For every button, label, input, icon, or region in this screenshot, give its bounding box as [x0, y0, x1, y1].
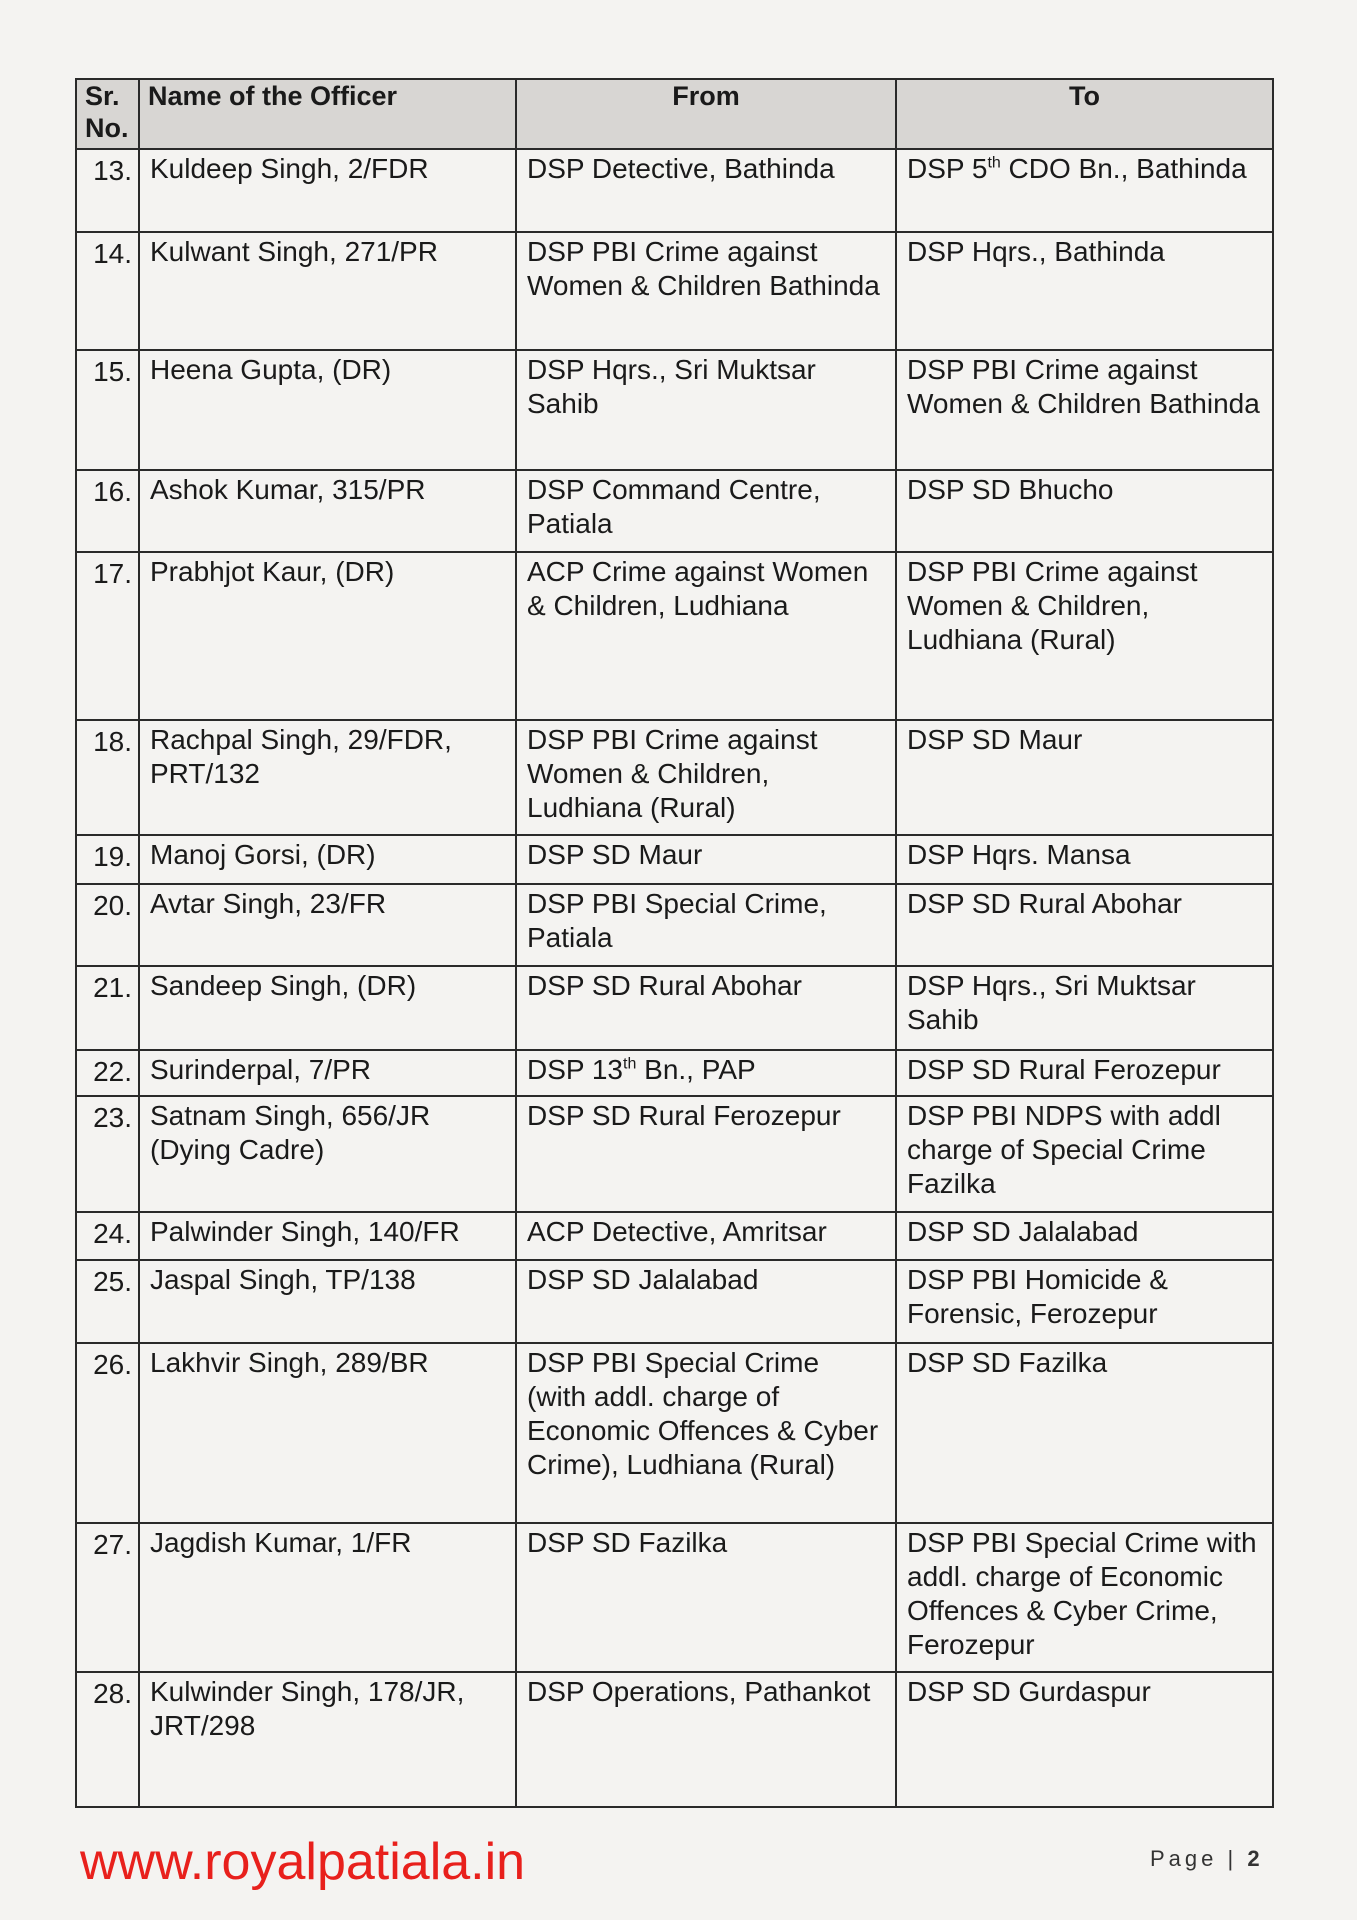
- cell-to: DSP Hqrs., Sri Muktsar Sahib: [896, 966, 1273, 1050]
- header-to: To: [896, 79, 1273, 149]
- cell-to: DSP Hqrs., Bathinda: [896, 232, 1273, 350]
- cell-from: DSP 13th Bn., PAP: [516, 1050, 896, 1096]
- cell-from: DSP SD Jalalabad: [516, 1260, 896, 1343]
- table-row: [76, 835, 1273, 884]
- cell-officer-name: Jaspal Singh, TP/138: [139, 1260, 516, 1343]
- cell-sr-no: 27.: [76, 1523, 139, 1672]
- cell-officer-name: Manoj Gorsi, (DR): [139, 835, 516, 884]
- cell-to: DSP 5th CDO Bn., Bathinda: [896, 149, 1273, 232]
- cell-sr-no: 23.: [76, 1096, 139, 1212]
- table-row: [76, 1343, 1273, 1523]
- table-row: [76, 1523, 1273, 1672]
- cell-from: DSP SD Maur: [516, 835, 896, 884]
- cell-to: DSP PBI NDPS with addl charge of Special Crime Fazilka: [896, 1096, 1273, 1212]
- table-row: [76, 470, 1273, 552]
- table-row: [76, 552, 1273, 720]
- cell-sr-no: 19.: [76, 835, 139, 884]
- cell-officer-name: Palwinder Singh, 140/FR: [139, 1212, 516, 1260]
- cell-sr-no: 24.: [76, 1212, 139, 1260]
- cell-from: DSP SD Rural Ferozepur: [516, 1096, 896, 1212]
- table-row: [76, 149, 1273, 232]
- cell-from: DSP PBI Special Crime (with addl. charge of Economic Offences & Cyber Crime), Ludhiana (Rural): [516, 1343, 896, 1523]
- cell-sr-no: 15.: [76, 350, 139, 470]
- cell-from: DSP PBI Crime against Women & Children Bathinda: [516, 232, 896, 350]
- cell-officer-name: Kuldeep Singh, 2/FDR: [139, 149, 516, 232]
- header-from: From: [516, 79, 896, 149]
- cell-to: DSP PBI Homicide & Forensic, Ferozepur: [896, 1260, 1273, 1343]
- cell-sr-no: 17.: [76, 552, 139, 720]
- cell-sr-no: 22.: [76, 1050, 139, 1096]
- cell-from: DSP Hqrs., Sri Muktsar Sahib: [516, 350, 896, 470]
- cell-to: DSP PBI Crime against Women & Children Bathinda: [896, 350, 1273, 470]
- table-row: [76, 232, 1273, 350]
- ordinal-suffix: th: [623, 1055, 637, 1073]
- cell-officer-name: Jagdish Kumar, 1/FR: [139, 1523, 516, 1672]
- cell-from: DSP Detective, Bathinda: [516, 149, 896, 232]
- cell-sr-no: 18.: [76, 720, 139, 835]
- cell-from: DSP Operations, Pathankot: [516, 1672, 896, 1807]
- watermark: www.royalpatiala.in: [80, 1833, 526, 1891]
- header-name: Name of the Officer: [139, 79, 516, 149]
- table-header-row: [76, 79, 1273, 149]
- cell-to: DSP SD Rural Abohar: [896, 884, 1273, 966]
- cell-to: DSP Hqrs. Mansa: [896, 835, 1273, 884]
- cell-to: DSP SD Fazilka: [896, 1343, 1273, 1523]
- cell-officer-name: Rachpal Singh, 29/FDR, PRT/132: [139, 720, 516, 835]
- page-number: 2: [1247, 1846, 1260, 1871]
- cell-officer-name: Sandeep Singh, (DR): [139, 966, 516, 1050]
- table-row: [76, 1672, 1273, 1807]
- table-row: [76, 966, 1273, 1050]
- table-row: [76, 1096, 1273, 1212]
- table-row: [76, 1050, 1273, 1096]
- cell-sr-no: 13.: [76, 149, 139, 232]
- header-sr-no: Sr. No.: [76, 79, 139, 149]
- cell-sr-no: 20.: [76, 884, 139, 966]
- cell-officer-name: Lakhvir Singh, 289/BR: [139, 1343, 516, 1523]
- cell-to: DSP PBI Crime against Women & Children, Ludhiana (Rural): [896, 552, 1273, 720]
- cell-officer-name: Ashok Kumar, 315/PR: [139, 470, 516, 552]
- cell-officer-name: Satnam Singh, 656/JR (Dying Cadre): [139, 1096, 516, 1212]
- cell-officer-name: Heena Gupta, (DR): [139, 350, 516, 470]
- cell-officer-name: Prabhjot Kaur, (DR): [139, 552, 516, 720]
- cell-officer-name: Avtar Singh, 23/FR: [139, 884, 516, 966]
- cell-from: ACP Crime against Women & Children, Ludhiana: [516, 552, 896, 720]
- cell-officer-name: Kulwinder Singh, 178/JR, JRT/298: [139, 1672, 516, 1807]
- table-row: [76, 1212, 1273, 1260]
- table-row: [76, 884, 1273, 966]
- cell-from: DSP PBI Special Crime, Patiala: [516, 884, 896, 966]
- cell-to: DSP SD Gurdaspur: [896, 1672, 1273, 1807]
- page-label: Page |: [1150, 1846, 1238, 1871]
- cell-to: DSP SD Maur: [896, 720, 1273, 835]
- cell-from: DSP PBI Crime against Women & Children, Ludhiana (Rural): [516, 720, 896, 835]
- table-row: [76, 1260, 1273, 1343]
- transfer-table: [75, 78, 1274, 1808]
- cell-to: DSP SD Rural Ferozepur: [896, 1050, 1273, 1096]
- table-body: [76, 149, 1273, 1807]
- cell-sr-no: 25.: [76, 1260, 139, 1343]
- cell-from: DSP SD Rural Abohar: [516, 966, 896, 1050]
- table-row: [76, 350, 1273, 470]
- cell-officer-name: Kulwant Singh, 271/PR: [139, 232, 516, 350]
- cell-sr-no: 26.: [76, 1343, 139, 1523]
- cell-sr-no: 16.: [76, 470, 139, 552]
- cell-to: DSP SD Jalalabad: [896, 1212, 1273, 1260]
- table-row: [76, 720, 1273, 835]
- ordinal-suffix: th: [987, 154, 1001, 172]
- cell-sr-no: 21.: [76, 966, 139, 1050]
- cell-sr-no: 28.: [76, 1672, 139, 1807]
- cell-from: ACP Detective, Amritsar: [516, 1212, 896, 1260]
- cell-to: DSP SD Bhucho: [896, 470, 1273, 552]
- cell-sr-no: 14.: [76, 232, 139, 350]
- cell-to: DSP PBI Special Crime with addl. charge of Economic Offences & Cyber Crime, Ferozepur: [896, 1523, 1273, 1672]
- cell-from: DSP SD Fazilka: [516, 1523, 896, 1672]
- page-footer: [1150, 1846, 1260, 1872]
- cell-officer-name: Surinderpal, 7/PR: [139, 1050, 516, 1096]
- cell-from: DSP Command Centre, Patiala: [516, 470, 896, 552]
